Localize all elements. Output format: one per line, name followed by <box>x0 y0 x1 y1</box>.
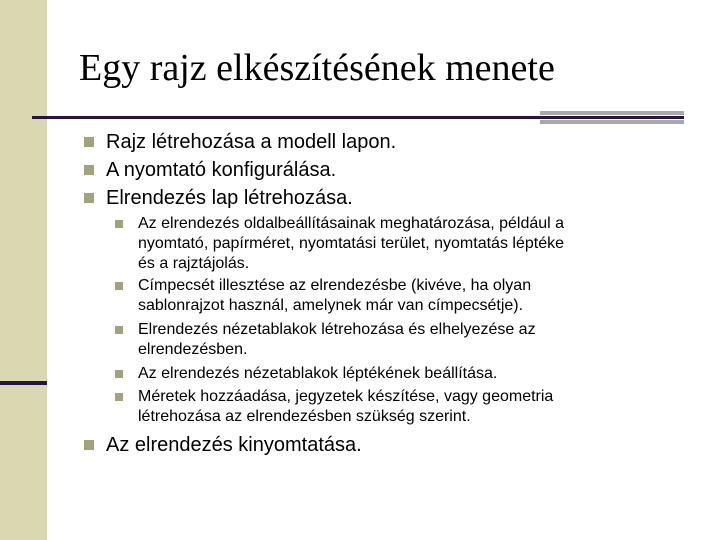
bullet-square-icon <box>115 220 123 228</box>
sub-bullet-text: Elrendezés nézetablakok létrehozása és elhelyezése az elrendezésben. <box>138 321 536 358</box>
bullet-square-icon <box>84 193 94 203</box>
sub-bullet-text: Az elrendezés nézetablakok léptékének beállítása. <box>138 365 498 382</box>
bullet-text: Elrendezés lap létrehozása. <box>106 187 353 209</box>
sub-bullet-text: Méretek hozzáadása, jegyzetek készítése, vagy geometria létrehozása az elrendezésben szükség szerint. <box>138 388 554 425</box>
bullet-square-icon <box>115 393 123 401</box>
bullet-square-icon <box>115 370 123 378</box>
sub-bullet-text: Címpecsét illesztése az elrendezésbe (kivéve, ha olyan sablonrajzot használ, amelynek már van címpecsétje). <box>138 277 532 314</box>
sidebar-accent-line <box>0 381 47 385</box>
title-rule <box>32 116 684 119</box>
bullet-square-icon <box>115 282 123 290</box>
title-rule-gray-top <box>540 111 684 115</box>
title-rule-gray-bottom <box>540 120 684 124</box>
bullet-square-icon <box>115 326 123 334</box>
sub-bullet-text: Az elrendezés oldalbeállításainak meghatározása, például a nyomtató, papírméret, nyomtatási terület, nyomtatás léptéke és a rajztájolás. <box>138 215 565 272</box>
bullet-text: Az elrendezés kinyomtatása. <box>106 434 362 456</box>
sidebar-decoration <box>0 0 47 540</box>
bullet-square-icon <box>84 137 94 147</box>
slide-title: Egy rajz elkészítésének menete <box>79 47 555 89</box>
bullet-square-icon <box>84 440 94 450</box>
bullet-text: Rajz létrehozása a modell lapon. <box>106 131 397 153</box>
bullet-text: A nyomtató konfigurálása. <box>106 159 337 181</box>
bullet-square-icon <box>84 165 94 175</box>
